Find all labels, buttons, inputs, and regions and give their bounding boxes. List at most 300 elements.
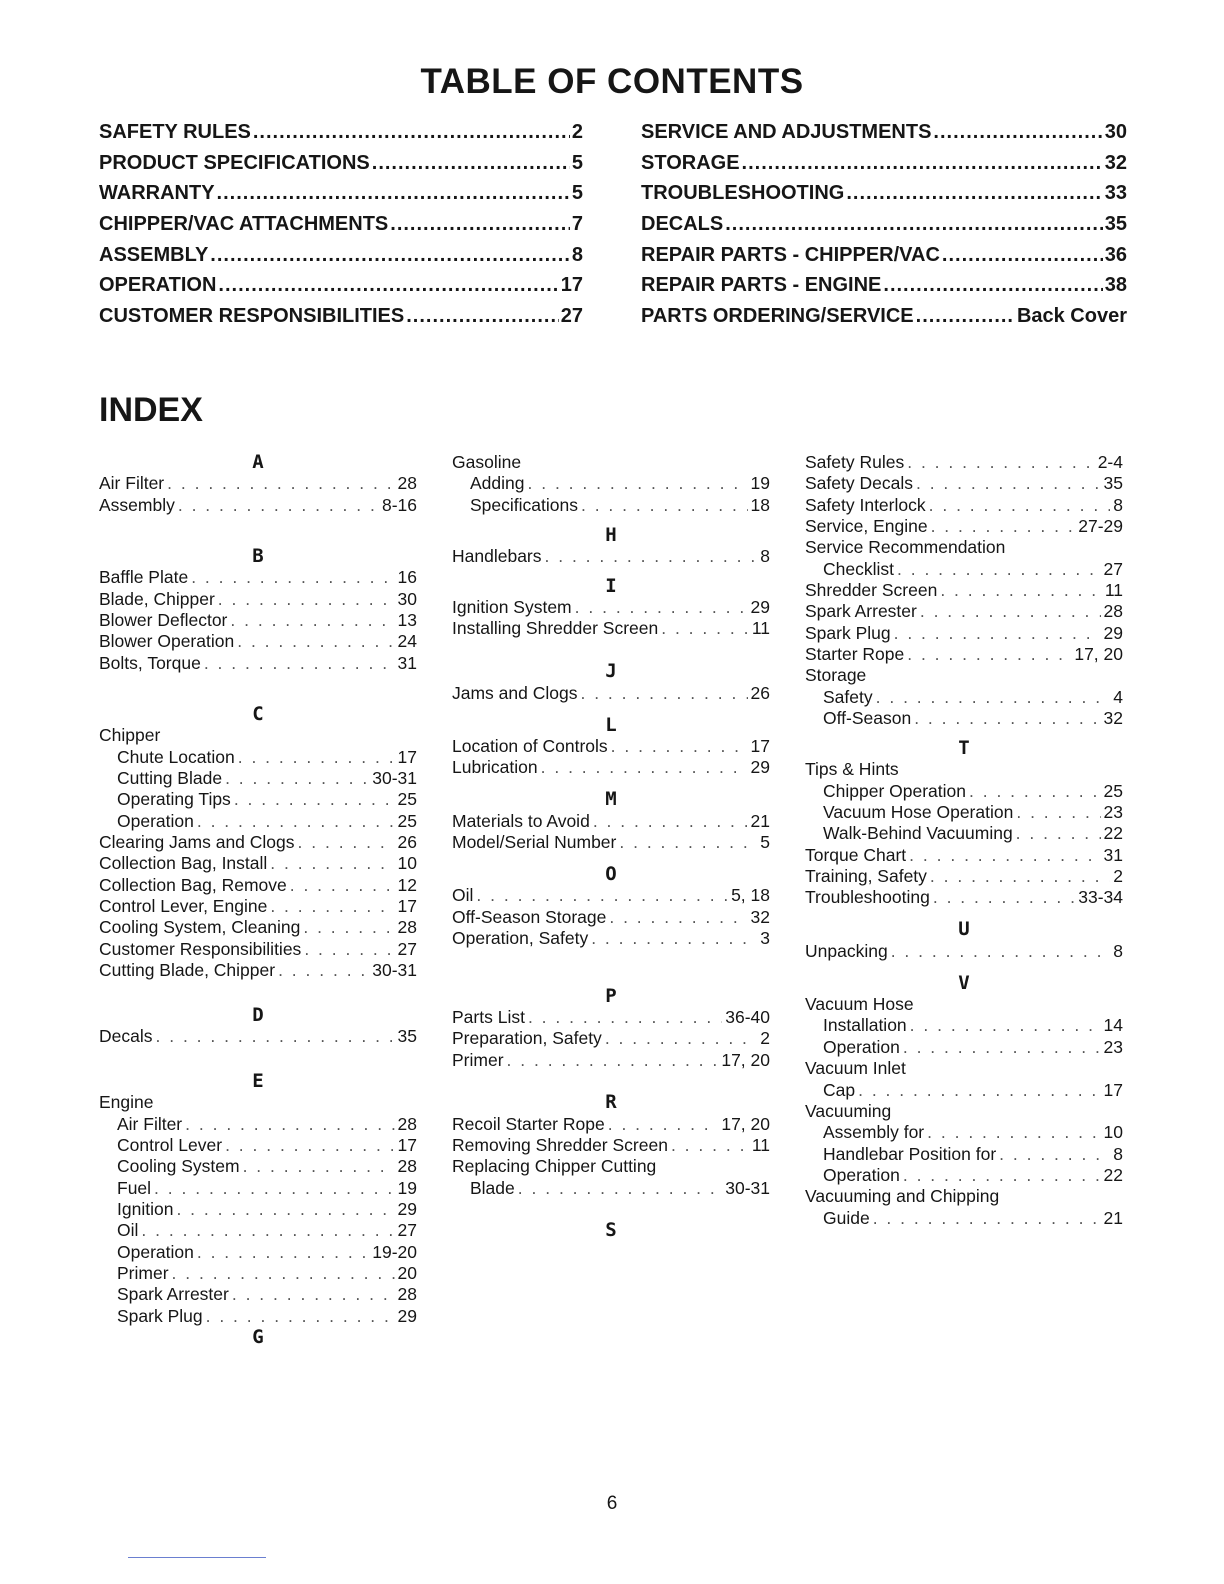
index-subentry [99,1284,417,1305]
index-subentry [805,1037,1123,1058]
toc-entry-label: SERVICE AND ADJUSTMENTS [641,121,932,143]
index-letter-heading: S [605,1219,617,1242]
index-entry [452,1135,770,1156]
toc-entry-label: TROUBLESHOOTING [641,182,845,205]
index-term: Spark Arrester [117,1284,229,1305]
index-term: Preparation, Safety [452,1028,602,1049]
toc-leader-dots [406,305,559,328]
index-leader-dots [507,1050,719,1071]
index-term: Chipper Operation [823,780,966,801]
index-page-ref: 4 [1113,686,1123,707]
index-term: Operation [117,810,194,831]
index-page-ref: 5, 18 [731,885,770,906]
toc-entry-page: 27 [560,305,583,328]
index-subentry [805,1208,1123,1229]
toc-entry [99,213,583,244]
index-page-ref: 19 [750,473,770,494]
index-page-ref: 20 [397,1263,417,1284]
index-term: Checklist [823,558,894,579]
toc-leader-dots [846,182,1102,205]
index-page-ref: 16 [397,567,417,588]
index-page-ref: 26 [750,682,770,703]
index-leader-dots [176,1199,394,1220]
index-leader-dots [1016,802,1100,823]
index-subentry [99,1114,417,1135]
index-spacer [452,640,770,661]
toc-title: TABLE OF CONTENTS [420,62,804,101]
index-leader-dots [940,580,1102,601]
index-subentry [805,802,1123,823]
index-page-ref: 18 [750,494,770,515]
index-term: Unpacking [805,940,888,961]
toc-entry-label: PARTS ORDERING/SERVICE [641,305,914,328]
index-group-heading: Vacuuming [805,1100,892,1121]
index-spacer [99,674,417,704]
index-entry [805,941,1123,962]
index-page-ref: 25 [397,789,417,810]
index-subentry [99,1242,417,1263]
index-term: Safety Interlock [805,494,926,515]
index-leader-dots [225,768,369,789]
index-page-ref: 8-16 [381,494,417,515]
index-page-ref: 8 [760,545,770,566]
index-group-heading: Service Recommendation [805,537,1006,558]
toc-entry [641,305,1127,336]
index-term: Safety Rules [805,452,905,472]
index-leader-dots [204,653,395,674]
index-leader-dots [605,1028,757,1049]
toc-leader-dots [217,182,570,205]
index-leader-dots [575,597,748,618]
index-term: Operation [117,1241,194,1262]
index-subentry [805,1165,1123,1186]
index-leader-dots [894,623,1101,644]
index-letter-heading: I [605,574,617,597]
index-leader-dots [304,939,394,960]
index-leader-dots [907,644,1071,665]
index-page-ref: 28 [397,473,417,494]
index-subentry [99,1306,417,1327]
index-term: Installing Shredder Screen [452,618,659,639]
index-term: Troubleshooting [805,887,930,908]
index-letter-heading: D [252,1003,264,1026]
index-group-heading: Engine [99,1092,154,1113]
toc-entry-page: 32 [1104,151,1127,174]
index-page-ref: 2 [1113,866,1123,887]
index-term: Blower Operation [99,631,235,652]
index-entry [99,1026,417,1047]
index-term: Parts List [452,1006,525,1027]
index-entry [805,866,1123,887]
toc-leader-dots [742,152,1103,175]
index-term: Operating Tips [117,789,231,810]
index-leader-dots [167,473,394,494]
index-entry [99,896,417,917]
index-leader-dots [178,495,379,516]
index-subentry [805,781,1123,802]
index-leader-dots [476,885,728,906]
toc-leader-dots [942,244,1103,267]
index-entry [99,853,417,874]
toc-leader-dots [210,244,570,267]
index-leader-dots [156,1026,395,1047]
index-subentry [99,1263,417,1284]
index-entry [452,597,770,618]
index-page-ref: 36-40 [725,1006,770,1027]
index-entry [452,736,770,757]
index-group-heading: Vacuum Hose [805,994,914,1015]
index-term: Air Filter [99,473,165,494]
toc-entry [641,182,1127,213]
index-entry [99,631,417,652]
index-page-ref: 17 [750,735,770,756]
index-term: Assembly for [823,1122,925,1143]
index-page-ref: 3 [760,927,770,948]
index-term: Specifications [470,494,578,515]
index-page-ref: 17 [397,895,417,916]
index-term: Air Filter [117,1113,183,1134]
index-page-ref: 26 [397,831,417,852]
toc-entry-page: 8 [571,243,583,266]
index-term: Primer [452,1049,504,1070]
index-term: Baffle Plate [99,567,189,588]
toc-entry-page: Back Cover [1016,305,1127,328]
index-page-ref: 17 [1103,1079,1123,1100]
index-page-ref: 29 [750,757,770,778]
index-page-ref: 12 [397,874,417,895]
index-subentry [452,1178,770,1199]
index-page-ref: 35 [397,1026,417,1047]
index-leader-dots [873,1208,1101,1229]
index-entry [452,546,770,567]
index-page-ref: 31 [397,652,417,673]
index-entry [452,832,770,853]
index-page-ref: 14 [1103,1015,1123,1036]
index-leader-dots [141,1220,394,1241]
toc-leader-dots [933,121,1102,144]
toc-entry-label: CHIPPER/VAC ATTACHMENTS [99,213,389,236]
index-term: Control Lever, Engine [99,895,268,916]
index-entry [452,907,770,928]
index-entry [452,1114,770,1135]
index-group-heading: Chipper [99,725,161,746]
toc-entry-label: REPAIR PARTS - ENGINE [641,274,882,297]
index-letter-heading: T [958,737,970,759]
index-leader-dots [518,1178,722,1199]
index-page-ref: 25 [397,810,417,831]
index-page-ref: 23 [1103,1036,1123,1057]
toc-entry-page: 38 [1104,274,1127,297]
index-letter-heading: V [958,971,970,994]
index-leader-dots [907,452,1094,473]
index-leader-dots [234,789,395,810]
index-subentry [805,1122,1123,1143]
index-term: Lubrication [452,757,538,778]
index-term: Fuel [117,1177,152,1198]
index-term: Operation, Safety [452,927,589,948]
index-term: Primer [117,1263,169,1284]
index-letter-heading: R [605,1091,617,1114]
index-page-ref: 29 [750,597,770,618]
toc-entry [99,274,583,305]
index-page-ref: 29 [397,1199,417,1220]
index-term: Materials to Avoid [452,810,590,831]
index-subentry [99,1178,417,1199]
index-spacer [99,981,417,1004]
index-leader-dots [916,473,1101,494]
index-term: Walk-Behind Vacuuming [823,823,1013,844]
index-entry [452,928,770,949]
index-term: Operation [823,1036,900,1057]
index-leader-dots [593,811,748,832]
index-term: Operation [823,1164,900,1185]
index-term: Chute Location [117,746,235,767]
index-term: Spark Plug [117,1305,203,1326]
index-leader-dots [927,1122,1100,1143]
index-page-ref: 27 [1103,558,1123,579]
toc-entry [99,152,583,183]
index-term: Ignition System [452,597,572,618]
index-term: Blower Deflector [99,609,228,630]
index-page-ref: 5 [760,831,770,852]
index-page-ref: 28 [397,1156,417,1177]
index-leader-dots [528,473,748,494]
index-leader-dots [580,683,747,704]
toc-entry-page: 33 [1104,182,1127,205]
index-term: Guide [823,1207,870,1228]
index-letter-heading: H [605,523,617,546]
index-leader-dots [206,1306,395,1327]
index-term: Service, Engine [805,516,928,537]
toc-entry [99,244,583,275]
index-subentry [805,708,1123,729]
index-leader-dots [897,559,1101,580]
index-spacer [452,1071,770,1092]
index-term: Blade [470,1177,515,1198]
index-leader-dots [608,1114,719,1135]
index-column-1 [99,452,417,1348]
index-subentry [805,1015,1123,1036]
index-spacer [452,949,770,985]
index-leader-dots [1016,823,1101,844]
index-term: Model/Serial Number [452,831,617,852]
index-group-heading: Storage [805,665,867,686]
toc-leader-dots [725,213,1103,236]
index-leader-dots [999,1144,1110,1165]
index-page-ref: 17, 20 [1074,644,1123,665]
index-page-ref: 11 [751,618,770,639]
index-leader-dots [930,866,1110,887]
index-page-ref: 27 [397,938,417,959]
index-term: Training, Safety [805,866,927,887]
toc-entry [641,244,1127,275]
index-leader-dots [903,1037,1101,1058]
index-entry [99,473,417,494]
index-term: Safety [823,686,873,707]
toc-entry [641,213,1127,244]
index-leader-dots [270,853,394,874]
toc-entry [99,305,583,336]
index-page-ref: 17 [397,746,417,767]
index-group-heading: Vacuum Inlet [805,1058,906,1079]
index-page-ref: 33-34 [1078,887,1123,908]
index-group-heading: Vacuuming and Chipping [805,1186,1000,1207]
index-term: Cooling System [117,1156,240,1177]
index-page-ref: 13 [397,609,417,630]
index-entry [99,917,417,938]
index-term: Adding [470,473,525,494]
toc-left-column [99,121,583,336]
index-leader-dots [969,781,1101,802]
index-term: Spark Arrester [805,601,917,622]
index-subentry [99,747,417,768]
index-column-3 [805,452,1123,1229]
toc-entry [641,121,1127,152]
index-term: Cutting Blade [117,767,223,788]
index-page-ref: 24 [397,631,417,652]
footer-rule [128,1557,266,1558]
index-page-ref: 28 [397,1113,417,1134]
index-term: Clearing Jams and Clogs [99,831,295,852]
index-letter-heading: J [605,660,617,683]
index-page-ref: 30-31 [372,767,417,788]
index-leader-dots [876,687,1111,708]
index-entry [99,960,417,981]
index-leader-dots [611,736,748,757]
toc-entry-label: REPAIR PARTS - CHIPPER/VAC [641,243,940,266]
index-entry [805,887,1123,908]
index-leader-dots [671,1135,749,1156]
index-subentry [99,789,417,810]
index-term: Recoil Starter Rope [452,1113,605,1134]
index-leader-dots [243,1156,395,1177]
index-subentry [99,1220,417,1241]
index-page-ref: 32 [750,906,770,927]
index-entry [805,516,1123,537]
index-group-heading: Replacing Chipper Cutting [452,1156,657,1177]
index-subentry [805,1144,1123,1165]
index-subentry [805,687,1123,708]
index-page-ref: 28 [397,1284,417,1305]
index-term: Decals [99,1026,153,1047]
index-term: Installation [823,1015,907,1036]
toc-entry-label: OPERATION [99,274,217,297]
toc-leader-dots [390,213,570,236]
toc-right-column [641,121,1127,336]
index-leader-dots [185,1114,394,1135]
toc-entry-label: STORAGE [641,151,740,174]
index-leader-dots [270,896,394,917]
toc-entry-page: 17 [560,274,583,297]
index-entry [452,885,770,906]
index-term: Assembly [99,494,175,515]
toc-entry-label: PRODUCT SPECIFICATIONS [99,151,370,174]
toc-entry [99,121,583,152]
index-letter-heading: A [252,451,264,473]
index-letter-heading: L [605,713,617,736]
index-letter-heading: C [252,702,264,725]
index-entry [99,610,417,631]
index-page-ref: 29 [397,1305,417,1326]
index-spacer [452,1199,770,1220]
index-subentry [452,473,770,494]
toc-leader-dots [883,274,1102,297]
index-entry [805,495,1123,516]
toc-entry-label: ASSEMBLY [99,243,209,266]
toc-entry [641,274,1127,305]
index-entry [805,473,1123,494]
index-leader-dots [910,1015,1101,1036]
index-entry [805,623,1123,644]
index-leader-dots [197,811,395,832]
index-page-ref: 21 [1103,1207,1123,1228]
index-page-ref: 22 [1103,823,1123,844]
index-page-ref: 2 [760,1028,770,1049]
index-letter-heading: U [958,918,970,941]
index-leader-dots [197,1242,369,1263]
index-subentry [99,1199,417,1220]
index-entry [805,452,1123,473]
index-page-ref: 28 [397,917,417,938]
index-page-ref: 8 [1113,494,1123,515]
index-letter-heading: P [605,984,617,1007]
index-letter-heading: B [252,544,264,567]
index-page-ref: 8 [1113,1143,1123,1164]
toc-entry-label: SAFETY RULES [99,121,251,143]
index-leader-dots [929,495,1111,516]
index-page-ref: 17 [397,1135,417,1155]
index-term: Removing Shredder Screen [452,1134,668,1155]
index-leader-dots [225,1135,394,1156]
index-leader-dots [230,610,394,631]
index-leader-dots [903,1165,1101,1186]
index-term: Ignition [117,1199,174,1220]
toc-entry-page: 35 [1104,213,1127,236]
index-term: Customer Responsibilities [99,938,302,959]
index-term: Cutting Blade, Chipper [99,959,276,980]
index-leader-dots [278,960,369,981]
index-leader-dots [238,747,395,768]
index-leader-dots [661,618,749,639]
index-term: Control Lever [117,1135,223,1155]
index-leader-dots [528,1007,722,1028]
index-leader-dots [303,917,394,938]
index-term: Cap [823,1079,856,1100]
index-page-ref: 19-20 [372,1241,417,1262]
index-subentry [99,811,417,832]
index-term: Collection Bag, Install [99,853,268,874]
index-leader-dots [172,1263,395,1284]
index-page-ref: 11 [751,1134,770,1155]
index-leader-dots [191,567,394,588]
index-leader-dots [933,887,1075,908]
index-entry [99,832,417,853]
index-page-ref: 28 [1103,601,1123,622]
toc-leader-dots [916,305,1015,328]
index-entry [805,580,1123,601]
toc-entry-page: 7 [571,213,583,236]
index-subentry [99,1135,417,1156]
index-page-ref: 27 [397,1220,417,1241]
index-subentry [99,1156,417,1177]
index-entry [452,1050,770,1071]
index-entry [99,589,417,610]
index-entry [99,653,417,674]
index-spacer [452,704,770,715]
index-leader-dots [609,907,747,928]
index-page-ref: 27-29 [1078,516,1123,537]
index-leader-dots [914,708,1100,729]
